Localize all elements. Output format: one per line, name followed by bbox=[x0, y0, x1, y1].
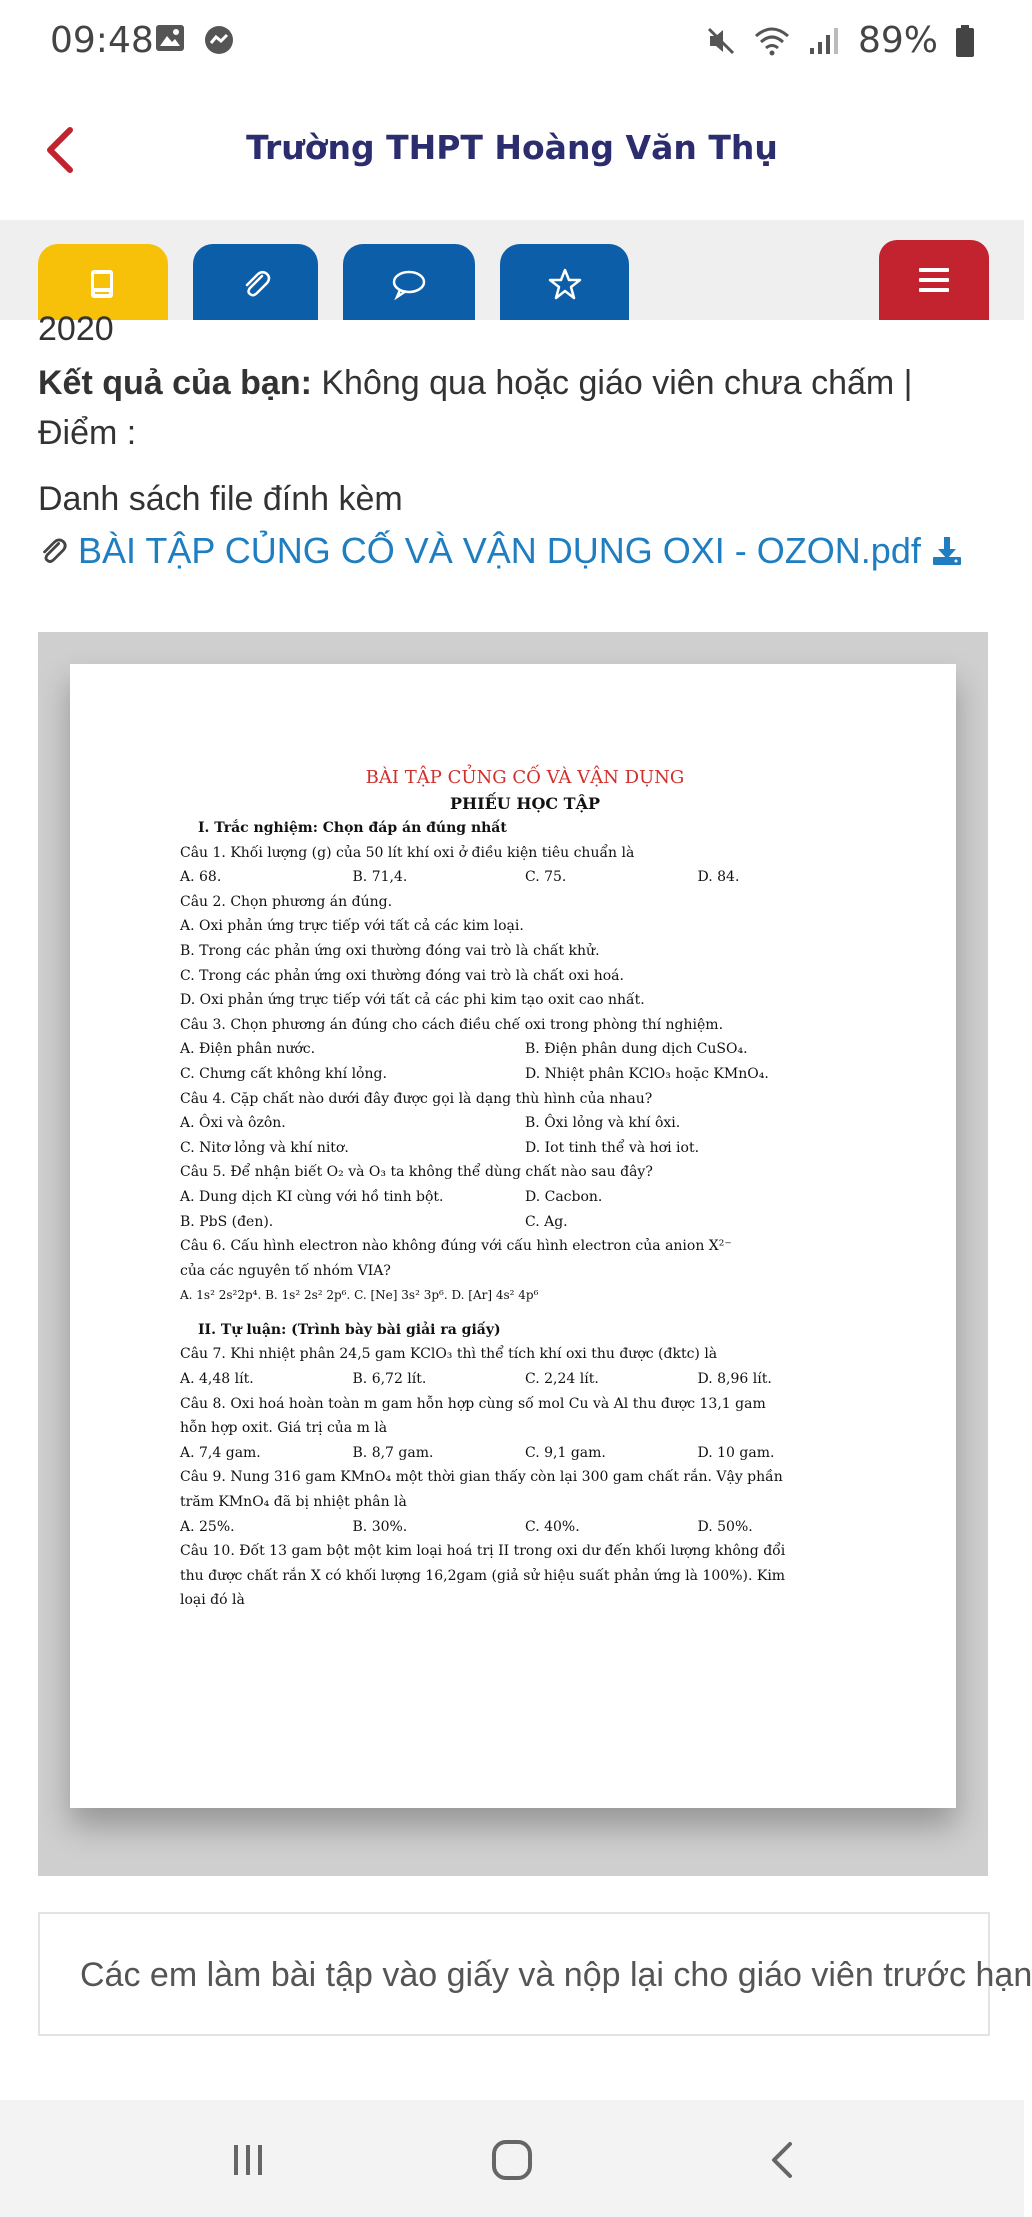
option: C. 75. bbox=[525, 869, 567, 886]
gallery-icon bbox=[155, 24, 185, 52]
result-label: Kết quả của bạn: bbox=[38, 364, 312, 402]
question-4: Câu 4. Cặp chất nào dưới đây được gọi là dạng thù hình của nhau? bbox=[180, 1090, 653, 1107]
instructions-card bbox=[38, 1912, 1032, 2036]
option: C. 2,24 lít. bbox=[525, 1371, 599, 1388]
question-7: Câu 7. Khi nhiệt phân 24,5 gam KClO₃ thì thể tích khí oxi thu được (đktc) là bbox=[180, 1346, 718, 1363]
home-button[interactable] bbox=[482, 2130, 542, 2190]
question-9-cont: trăm KMnO₄ đã bị nhiệt phân là bbox=[180, 1494, 407, 1511]
wifi-icon bbox=[754, 26, 790, 56]
question-8-cont: hỗn hợp oxit. Giá trị của m là bbox=[180, 1420, 388, 1437]
app-header bbox=[0, 80, 1024, 220]
question-5-options bbox=[180, 1210, 870, 1235]
option: B. 6,72 lít. bbox=[352, 1371, 427, 1388]
status-notification-icons bbox=[155, 24, 235, 56]
option: A. Dung dịch KI cùng với hồ tinh bột. bbox=[180, 1188, 444, 1205]
option: D. 10 gam. bbox=[697, 1444, 775, 1461]
question-10: Câu 10. Đốt 13 gam bột một kim loại hoá trị II trong oxi dư đến khối lượng không đổi bbox=[180, 1543, 786, 1560]
battery-icon bbox=[956, 25, 974, 57]
hamburger-icon bbox=[917, 265, 951, 295]
question-6-cont: của các nguyên tố nhóm VIA? bbox=[180, 1262, 391, 1279]
question-9: Câu 9. Nung 316 gam KMnO₄ một thời gian thấy còn lại 300 gam chất rắn. Vậy phần bbox=[180, 1469, 783, 1486]
question-6: Câu 6. Cấu hình electron nào không đúng với cấu hình electron của anion X²⁻ bbox=[180, 1238, 732, 1255]
mute-icon bbox=[706, 26, 736, 56]
messenger-icon bbox=[203, 24, 235, 56]
option: A. Ôxi và ôzôn. bbox=[180, 1115, 286, 1132]
question-9-options bbox=[180, 1515, 870, 1540]
option: D. 8,96 lít. bbox=[697, 1371, 772, 1388]
option: C. 40%. bbox=[525, 1518, 580, 1535]
result-line bbox=[38, 358, 998, 458]
option: D. 50%. bbox=[697, 1518, 753, 1535]
system-nav-bar bbox=[0, 2100, 1024, 2217]
question-1-options bbox=[180, 865, 870, 890]
question-10-cont: thu được chất rắn X có khối lượng 16,2gam (giả sử hiệu suất phản ứng là 100%). Kim bbox=[180, 1567, 786, 1584]
question-4-options bbox=[180, 1111, 870, 1136]
option: D. 84. bbox=[697, 869, 740, 886]
section-1: I. Trắc nghiệm: Chọn đáp án đúng nhất bbox=[198, 820, 507, 836]
option: C. Trong các phản ứng oxi thường đóng vai trò là chất oxi hoá. bbox=[180, 967, 624, 984]
option: C. Ag. bbox=[525, 1213, 568, 1230]
home-icon bbox=[490, 2138, 534, 2182]
option: A. Điện phân nước. bbox=[180, 1041, 316, 1058]
pdf-page bbox=[70, 664, 956, 1808]
option: D. Cacbon. bbox=[525, 1188, 603, 1205]
recent-apps-icon bbox=[228, 2140, 268, 2180]
download-icon[interactable] bbox=[931, 535, 963, 567]
assignment-content bbox=[0, 310, 1032, 1994]
doc-title: BÀI TẬP CỦNG CỐ VÀ VẬN DỤNG bbox=[365, 767, 685, 788]
option: A. 68. bbox=[180, 869, 222, 886]
comment-icon bbox=[391, 268, 427, 300]
status-bar bbox=[0, 0, 1024, 80]
section-2: II. Tự luận: (Trình bày bài giải ra giấy) bbox=[198, 1321, 501, 1338]
option: A. Oxi phản ứng trực tiếp với tất cả các kim loại. bbox=[180, 918, 524, 935]
question-4-options bbox=[180, 1136, 870, 1161]
option: B. Ôxi lỏng và khí ôxi. bbox=[525, 1115, 681, 1132]
question-3-options bbox=[180, 1037, 870, 1062]
question-6-options: A. 1s² 2s²2p⁴. B. 1s² 2s² 2p⁶. C. [Ne] 3s² 3p⁶. D. [Ar] 4s² 4p⁶ bbox=[180, 1288, 539, 1303]
instructions-text: Các em làm bài tập vào giấy và nộp lại cho giáo viên trước hạn bbox=[80, 1956, 1032, 1994]
question-3-options bbox=[180, 1062, 870, 1087]
tab-attachments[interactable] bbox=[193, 244, 318, 324]
status-time: 09:48 bbox=[50, 20, 154, 61]
option: A. 25%. bbox=[180, 1518, 235, 1535]
option: C. 9,1 gam. bbox=[525, 1444, 606, 1461]
doc-subtitle: PHIẾU HỌC TẬP bbox=[449, 794, 601, 813]
tab-comments[interactable] bbox=[343, 244, 475, 324]
recent-apps-button[interactable] bbox=[218, 2130, 278, 2190]
option: B. 30%. bbox=[352, 1518, 408, 1535]
partial-date-text: 2020 bbox=[38, 310, 114, 348]
option: B. 8,7 gam. bbox=[352, 1444, 434, 1461]
result-value: Không qua hoặc giáo viên chưa chấm | Điểm : bbox=[38, 364, 913, 452]
question-10-cont: loại đó là bbox=[180, 1592, 245, 1609]
question-7-options bbox=[180, 1367, 870, 1392]
question-5: Câu 5. Để nhận biết O₂ và O₃ ta không thể dùng chất nào sau đây? bbox=[180, 1164, 653, 1181]
option: D. Iot tinh thể và hơi iot. bbox=[525, 1139, 700, 1156]
signal-icon bbox=[808, 26, 840, 56]
option: A. 4,48 lít. bbox=[180, 1371, 254, 1388]
option: D. Oxi phản ứng trực tiếp với tất cả các phi kim tạo oxit cao nhất. bbox=[180, 992, 645, 1009]
paperclip-icon bbox=[240, 268, 272, 300]
attachments-heading: Danh sách file đính kèm bbox=[38, 480, 403, 518]
attachment-link[interactable] bbox=[38, 530, 963, 572]
worksheet-document bbox=[180, 764, 870, 1613]
option: B. PbS (đen). bbox=[180, 1213, 274, 1230]
option: B. 71,4. bbox=[352, 869, 408, 886]
tab-favorites[interactable] bbox=[500, 244, 629, 324]
option: C. Nitơ lỏng và khí nitơ. bbox=[180, 1139, 349, 1156]
option: C. Chưng cất không khí lỏng. bbox=[180, 1065, 387, 1082]
notebook-icon bbox=[88, 268, 118, 300]
status-right bbox=[706, 20, 974, 61]
option: A. 7,4 gam. bbox=[180, 1444, 261, 1461]
battery-percent: 89% bbox=[857, 20, 938, 61]
option: B. Điện phân dung dịch CuSO₄. bbox=[525, 1041, 748, 1058]
option: B. Trong các phản ứng oxi thường đóng vai trò là chất khử. bbox=[180, 942, 600, 959]
question-2: Câu 2. Chọn phương án đúng. bbox=[180, 893, 393, 910]
question-5-options bbox=[180, 1185, 870, 1210]
question-3: Câu 3. Chọn phương án đúng cho cách điều chế oxi trong phòng thí nghiệm. bbox=[180, 1016, 724, 1033]
system-back-button[interactable] bbox=[752, 2130, 812, 2190]
tab-menu[interactable] bbox=[879, 240, 989, 320]
star-icon bbox=[548, 268, 582, 300]
pdf-preview[interactable] bbox=[38, 632, 988, 1876]
back-icon bbox=[764, 2138, 800, 2182]
attachment-filename: BÀI TẬP CỦNG CỐ VÀ VẬN DỤNG OXI - OZON.pdf bbox=[78, 530, 921, 571]
question-8: Câu 8. Oxi hoá hoàn toàn m gam hỗn hợp cùng số mol Cu và Al thu được 13,1 gam bbox=[180, 1395, 766, 1412]
option: D. Nhiệt phân KClO₃ hoặc KMnO₄. bbox=[525, 1065, 769, 1082]
tab-strip bbox=[0, 220, 1024, 320]
paperclip-icon bbox=[38, 536, 68, 566]
question-8-options bbox=[180, 1441, 870, 1466]
question-1: Câu 1. Khối lượng (g) của 50 lít khí oxi ở điều kiện tiêu chuẩn là bbox=[180, 844, 635, 861]
page-title: Trường THPT Hoàng Văn Thụ bbox=[246, 128, 778, 167]
